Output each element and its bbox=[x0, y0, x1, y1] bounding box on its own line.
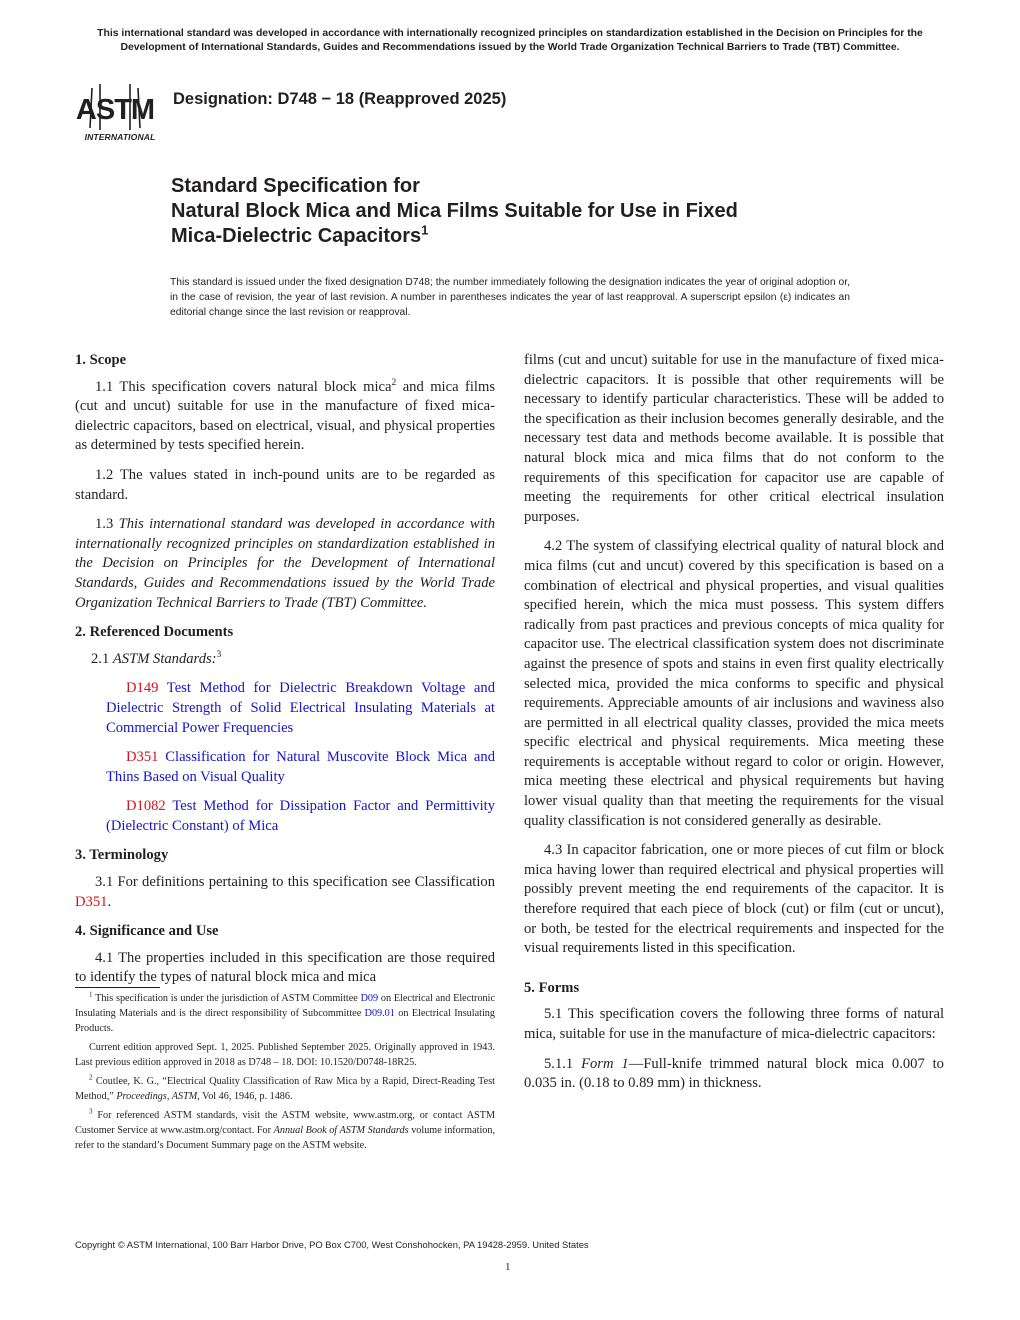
left-column bbox=[75, 351, 495, 988]
reference-d149 bbox=[75, 679, 495, 738]
title-line-1: Standard Specification for bbox=[171, 175, 420, 197]
section-heading-significance: 4. Significance and Use bbox=[75, 923, 219, 940]
title-line-3: Mica-Dielectric Capacitors bbox=[171, 225, 422, 247]
astm-logo-caption: INTERNATIONAL bbox=[84, 132, 156, 142]
footnote-1-edition: Current edition approved Sept. 1, 2025. Published September 2025. Originally approved in 1943. Last previous edition approved in 2018 as D748 – 18. DOI: 10.1520/D0748-18R25. bbox=[75, 1042, 495, 1068]
paragraph-3-1: 3.1 For definitions pertaining to this specification see Classification D351. bbox=[75, 874, 495, 910]
footnote-ref-3[interactable]: 3 bbox=[216, 648, 222, 660]
footnote-2: $^2$ Coutlee, K. G., “Electrical Quality Classification of Raw Mica by a Rapid, Direct-Reading Test Method,” Proceedings, ASTM, Vol 46, 1946, p. 1486. bbox=[75, 1073, 495, 1102]
paragraph-1-2: 1.2 The values stated in inch-pound units are to be regarded as standard. bbox=[75, 466, 495, 503]
paragraph-5-1-1: 5.1.1 Form 1—Full-knife trimmed natural block mica 0.007 to 0.035 in. (0.18 to 0.89 mm) in thickness. bbox=[524, 1055, 944, 1092]
right-column bbox=[524, 351, 944, 1104]
paragraph-4-2: 4.2 The system of classifying electrical quality of natural block and mica films (cut and uncut) covered by this specification is based on a combination of electrical and physical properties, and visual qualities specified herein, which the mica must possess. This system differs radically from past practices and previous concepts of mica quality for capacitor use. The electrical classification system does not discriminate against the presence of spots and stains in even first quality electrically selected mica, provided the mica conforms to specific and physical requirements. Appreciable amounts of air inclusions and waviness also are permitted in all electrical quality classes, provided the mica meets specific electrical and physical requirements. Mica meeting these requirements is acceptable without regard to color or origin. However, mica meeting these electrical and physical requirements but having lower visual quality than that meeting the requirements for the visual quality classification is not considered generally as desirable. bbox=[524, 538, 944, 829]
reference-link-d351[interactable]: D351 bbox=[126, 749, 159, 766]
section-heading-scope: 1. Scope bbox=[75, 352, 127, 368]
footnote-divider bbox=[75, 987, 160, 988]
standards-notice: This international standard was developed in accordance with internationally recognized principles on standardization established in the Decision on Principles for the Development of International Standards, Guides and Recommendations issued by the World Trade Organization Technical Barriers to Trade (TBT) Committee. bbox=[97, 28, 923, 53]
astm-logo-mark-icon bbox=[70, 78, 162, 134]
paragraph-4-3: 4.3 In capacitor fabrication, one or more pieces of cut film or block mica having lower than required electrical and physical properties will possibly prevent meeting the end requirements of the capacitor. It is therefore required that each piece of block (cut) or film (cut or uncut), or both, be tested for the electrical requirements and inspected for the visual requirements listed in this specification. bbox=[524, 842, 944, 957]
astm-logo bbox=[70, 78, 162, 144]
reference-title-d1082[interactable]: Test Method for Dissipation Factor and Permittivity (Dielectric Constant) of Mica bbox=[106, 798, 495, 834]
title-line-2: Natural Block Mica and Mica Films Suitable for Use in Fixed bbox=[171, 200, 738, 222]
footnotes bbox=[75, 991, 495, 1157]
footnote-1: $^1$ This specification is under the jurisdiction of ASTM Committee D09 on Electrical and Electronic Insulating Materials and is the direct responsibility of Subcommittee D09.01 on Electrical Insulating Products. bbox=[75, 990, 495, 1034]
paragraph-1-3: 1.3 This international standard was developed in accordance with internationally recognized principles on standardization established in the Decision on Principles for the Development of International Standards, Guides and Recommendations issued by the World Trade Organization Technical Barriers to Trade (TBT) Committee. bbox=[75, 516, 496, 611]
paragraph-4-1-start: 4.1 The properties included in this specification are those required to identify the types of natural block mica and mica bbox=[75, 949, 495, 986]
copyright-notice: Copyright © ASTM International, 100 Barr Harbor Drive, PO Box C700, West Conshohocken, PA 19428-2959. United States bbox=[75, 1239, 589, 1250]
reference-title-d351[interactable]: Classification for Natural Muscovite Block Mica and Thins Based on Visual Quality bbox=[106, 749, 495, 785]
footnote-3: $^3$ For referenced ASTM standards, visit the ASTM website, www.astm.org, or contact ASTM Customer Service at www.astm.org/contact. For Annual Book of ASTM Standards volume information, refer to the standard’s Document Summary page on the ASTM website. bbox=[75, 1107, 496, 1151]
designation: Designation: D748 − 18 (Reapproved 2025) bbox=[173, 90, 507, 108]
svg-text:ASTM: ASTM bbox=[75, 94, 155, 126]
subcommittee-link-d09-01[interactable]: D09.01 bbox=[364, 1008, 395, 1019]
paragraph-4-1-continued: films (cut and uncut) suitable for use in the manufacture of fixed mica-dielectric capacitors. It is possible that other requirements will be necessary to identify particular characteristics. These will be added to the specification as their inclusion becomes generally desirable, and the necessary test data and methods become available. It is possible that natural block mica and mica films that do not conform to the requirements of this specification for capacitor use are capable of meeting the requirements for other critical electrical insulation purposes. bbox=[524, 352, 944, 525]
page-number: 1 bbox=[505, 1261, 511, 1273]
committee-link-d09[interactable]: D09 bbox=[360, 993, 379, 1004]
reference-link-d1082[interactable]: D1082 bbox=[126, 798, 166, 815]
section-heading-terminology: 3. Terminology bbox=[75, 847, 169, 864]
astm-standards-label: 2.1 ASTM Standards:$^3$ bbox=[91, 648, 222, 667]
section-heading-forms: 5. Forms bbox=[524, 979, 580, 996]
paragraph-1-1: 1.1 This specification covers natural block mica$^2$ and mica films (cut and uncut) suitable for use in the manufacture of fixed mica-dielectric capacitors, based on electrical, visual, and physical properties as determined by tests specified herein. bbox=[75, 376, 495, 454]
footnote-ref-2[interactable]: 2 bbox=[391, 376, 397, 388]
reference-title-d149[interactable]: Test Method for Dielectric Breakdown Voltage and Dielectric Strength of Solid Electrical Insulating Materials at Commercial Power Frequencies bbox=[106, 680, 495, 736]
reference-link-d149[interactable]: D149 bbox=[126, 680, 159, 697]
terminology-link-d351[interactable]: D351 bbox=[75, 893, 108, 910]
reference-d1082 bbox=[75, 797, 495, 836]
document-title bbox=[171, 174, 891, 249]
reference-d351 bbox=[75, 748, 495, 787]
title-footnote-ref[interactable]: 1 bbox=[421, 222, 429, 238]
paragraph-5-1: 5.1 This specification covers the following three forms of natural mica, suitable for use in the manufacture of mica-dielectric capacitors: bbox=[524, 1006, 944, 1042]
section-heading-referenced-documents: 2. Referenced Documents bbox=[75, 624, 234, 641]
issued-note: This standard is issued under the fixed designation D748; the number immediately following the designation indicates the year of original adoption or, in the case of revision, the year of last revision. A number in parentheses indicates the year of last reapproval. A superscript epsilon (ε) indicates an editorial change since the last revision or reapproval. bbox=[170, 277, 850, 318]
